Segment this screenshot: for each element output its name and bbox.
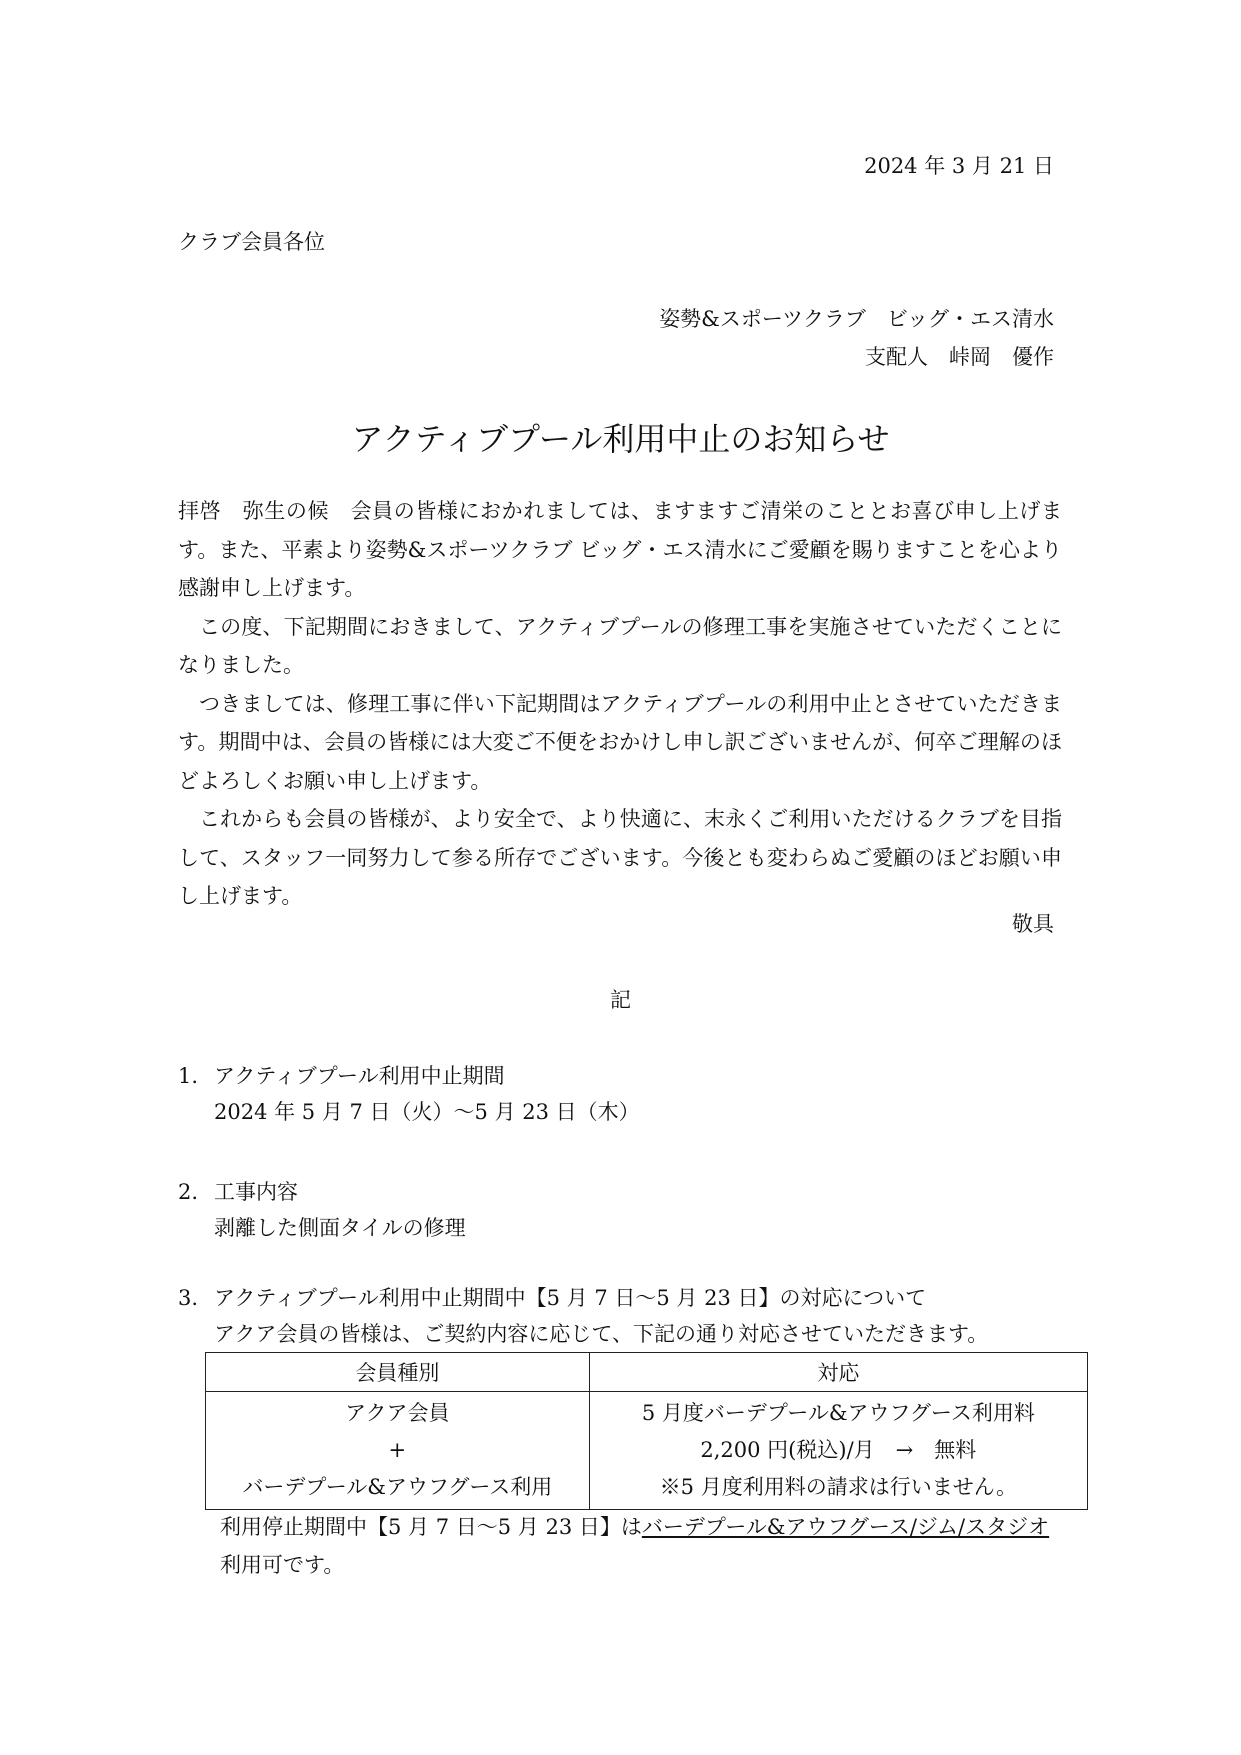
cell-line: アクア会員 (345, 1401, 450, 1425)
paragraph: 拝啓 弥生の候 会員の皆様におかれましては、ますますご清栄のこととお喜び申し上げます。また、平素より姿勢&スポーツクラブ ビッグ・エス清水にご愛顧を賜りますことを心より感謝申し上げます。 (178, 499, 1062, 600)
list-item (178, 1174, 466, 1246)
item-number: 3. (178, 1286, 199, 1310)
availability-note (220, 1508, 1049, 1584)
paragraph: これからも会員の皆様が、より安全で、より快適に、末永くご利用いただけるクラブを目指して、スタッフ一同努力して参る所存でございます。今後とも変わらぬご愛顧のほどお願い申し上げます。 (178, 807, 1062, 908)
item-detail: 2024 年 5 月 7 日（火）～5 月 23 日（木） (214, 1100, 640, 1124)
cell-line: + (388, 1438, 407, 1462)
document-title: アクティブプール利用中止のお知らせ (351, 420, 890, 458)
paragraph: つきましては、修理工事に伴い下記期間はアクティブプールの利用中止とさせていただきます。期間中は、会員の皆様には大変ご不便をおかけし申し訳ございませんが、何卒ご理解のほどよろしくお願い申し上げます。 (178, 691, 1062, 793)
cell-line: 5 月度バーデプール&アウフグース利用料 (641, 1401, 1035, 1425)
item-heading: アクティブプール利用中止期間 (214, 1064, 505, 1088)
note-prefix: 利用停止期間中【5 月 7 日～5 月 23 日】は (220, 1515, 642, 1539)
cell-line: 2,200 円(税込)/月 → 無料 (700, 1438, 977, 1462)
table-header: 対応 (589, 1353, 1087, 1392)
document-date: 2024 年 3 月 21 日 (864, 154, 1054, 178)
item-number: 2. (178, 1180, 199, 1204)
body-text (178, 492, 1062, 916)
sender-org: 姿勢&スポーツクラブ ビッグ・エス清水 (659, 307, 1054, 331)
item-detail: 剥離した側面タイルの修理 (214, 1216, 466, 1240)
table-header-row (206, 1353, 1088, 1392)
ki-heading: 記 (610, 988, 631, 1012)
item-heading: 工事内容 (214, 1180, 298, 1204)
note-facilities: バーデプール&アウフグース/ジム/スタジオ (641, 1515, 1050, 1539)
sender-person: 支配人 峠岡 優作 (865, 345, 1054, 369)
table-row (206, 1392, 1088, 1510)
table-cell-member-type (206, 1392, 590, 1510)
cell-line: バーデプール&アウフグース利用 (242, 1475, 553, 1499)
table-header: 会員種別 (206, 1353, 590, 1392)
table-cell-response (589, 1392, 1087, 1510)
cell-line: ※5 月度利用料の請求は行いません。 (659, 1475, 1017, 1499)
list-item (178, 1280, 988, 1352)
item-detail: アクア会員の皆様は、ご契約内容に応じて、下記の通り対応させていただきます。 (214, 1322, 989, 1346)
closing-keigu: 敬具 (1012, 912, 1054, 936)
recipient: クラブ会員各位 (178, 230, 325, 254)
paragraph: この度、下記期間におきまして、アクティブプールの修理工事を実施させていただくことになりました。 (178, 614, 1062, 677)
sender-block (659, 300, 1054, 376)
membership-table (205, 1352, 1088, 1510)
list-item (178, 1058, 640, 1130)
item-heading: アクティブプール利用中止期間中【5 月 7 日～5 月 23 日】の対応について (214, 1286, 927, 1310)
note-line2: 利用可です。 (220, 1553, 345, 1577)
item-number: 1. (178, 1064, 199, 1088)
